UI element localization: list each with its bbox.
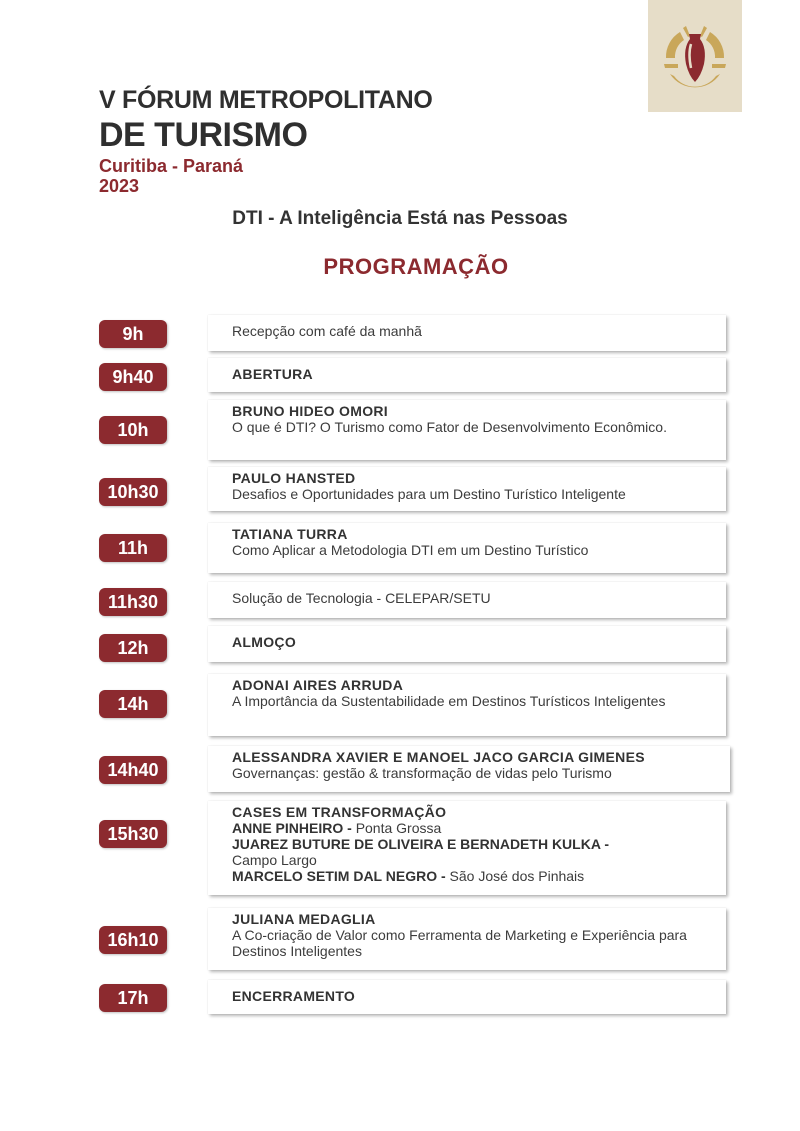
speaker-name: PAULO HANSTED bbox=[232, 470, 356, 486]
schedule-item bbox=[208, 523, 726, 573]
speaker-name: TATIANA TURRA bbox=[232, 526, 348, 542]
schedule-item bbox=[208, 746, 730, 792]
time-badge: 16h10 bbox=[99, 926, 167, 954]
item-title: ENCERRAMENTO bbox=[232, 988, 356, 1004]
item-title: ALMOÇO bbox=[232, 634, 297, 650]
schedule-item bbox=[208, 315, 726, 351]
time-badge: 9h40 bbox=[99, 363, 167, 391]
talk-title: O que é DTI? O Turismo como Fator de Desenvolvimento Econômico. bbox=[232, 419, 667, 435]
case-entry bbox=[232, 820, 716, 836]
case-entry bbox=[232, 836, 716, 868]
amphora-logo-icon bbox=[658, 18, 732, 92]
schedule-item bbox=[208, 626, 726, 662]
talk-title: Como Aplicar a Metodologia DTI em um Destino Turístico bbox=[232, 542, 589, 558]
schedule-item bbox=[208, 358, 726, 392]
case-presenter: JUAREZ BUTURE DE OLIVEIRA E BERNADETH KULKA - bbox=[232, 836, 609, 852]
time-badge: 10h bbox=[99, 416, 167, 444]
time-badge: 9h bbox=[99, 320, 167, 348]
item-title: ABERTURA bbox=[232, 366, 313, 382]
event-title-line2: DE TURISMO bbox=[99, 116, 308, 154]
time-badge: 10h30 bbox=[99, 478, 167, 506]
time-badge: 15h30 bbox=[99, 820, 167, 848]
case-location: Campo Largo bbox=[232, 852, 317, 868]
cases-title: CASES EM TRANSFORMAÇÃO bbox=[232, 804, 447, 820]
time-badge: 11h30 bbox=[99, 588, 167, 616]
speaker-name: JULIANA MEDAGLIA bbox=[232, 911, 376, 927]
case-presenter: ANNE PINHEIRO - bbox=[232, 820, 352, 836]
case-location: São José dos Pinhais bbox=[449, 868, 585, 884]
section-heading: PROGRAMAÇÃO bbox=[323, 254, 509, 279]
time-badge: 11h bbox=[99, 534, 167, 562]
logo bbox=[648, 0, 742, 112]
schedule-item bbox=[208, 908, 726, 970]
item-text: Recepção com café da manhã bbox=[232, 323, 422, 339]
speaker-name: ALESSANDRA XAVIER E MANOEL JACO GARCIA GIMENES bbox=[232, 749, 645, 765]
schedule-item bbox=[208, 400, 726, 460]
schedule-item bbox=[208, 674, 726, 736]
case-location: Ponta Grossa bbox=[355, 820, 442, 836]
case-entry bbox=[232, 868, 716, 884]
time-badge: 14h bbox=[99, 690, 167, 718]
talk-title: A Importância da Sustentabilidade em Destinos Turísticos Inteligentes bbox=[232, 693, 666, 709]
speaker-name: ADONAI AIRES ARRUDA bbox=[232, 677, 404, 693]
schedule-item bbox=[208, 467, 726, 511]
item-text: Solução de Tecnologia - CELEPAR/SETU bbox=[232, 590, 491, 606]
event-year: 2023 bbox=[99, 176, 140, 196]
case-presenter: MARCELO SETIM DAL NEGRO - bbox=[232, 868, 446, 884]
schedule-item bbox=[208, 980, 726, 1014]
schedule-item bbox=[208, 801, 726, 895]
talk-title: Desafios e Oportunidades para um Destino Turístico Inteligente bbox=[232, 486, 626, 502]
time-badge: 12h bbox=[99, 634, 167, 662]
event-title-line1: V FÓRUM METROPOLITANO bbox=[99, 86, 433, 114]
event-theme: DTI - A Inteligência Está nas Pessoas bbox=[232, 208, 568, 229]
time-badge: 17h bbox=[99, 984, 167, 1012]
speaker-name: BRUNO HIDEO OMORI bbox=[232, 403, 388, 419]
talk-title: Governanças: gestão & transformação de vidas pelo Turismo bbox=[232, 765, 612, 781]
schedule-item bbox=[208, 582, 726, 618]
event-city: Curitiba - Paraná bbox=[99, 156, 244, 176]
talk-title: A Co-criação de Valor como Ferramenta de Marketing e Experiência para Destinos Inteligentes bbox=[232, 927, 687, 959]
time-badge: 14h40 bbox=[99, 756, 167, 784]
